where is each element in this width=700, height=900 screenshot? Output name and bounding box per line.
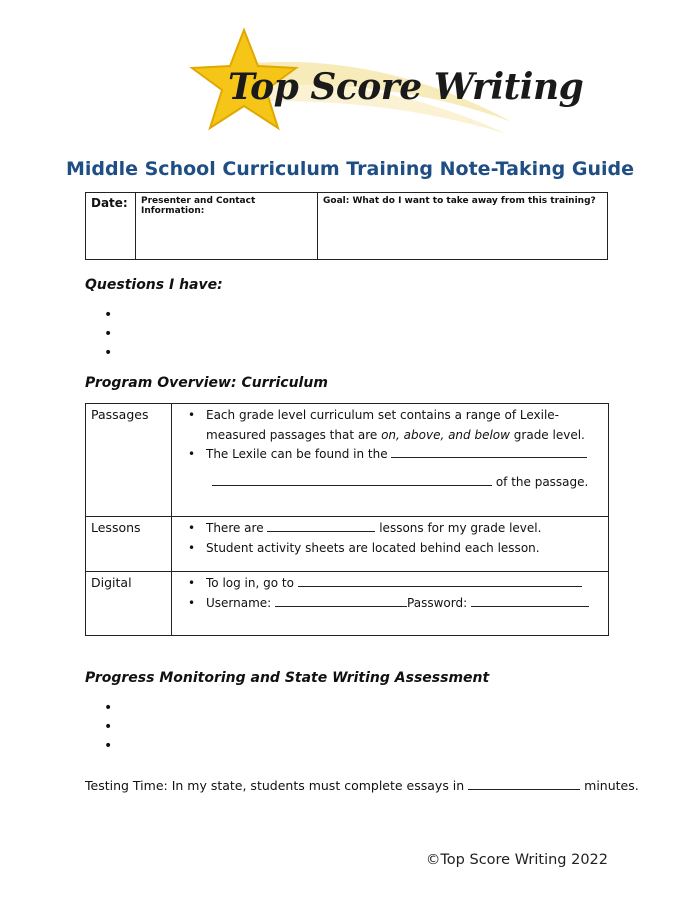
- lesson-count-blank[interactable]: [267, 519, 375, 532]
- goal-label: Goal: What do I want to take away from this training?: [323, 196, 596, 206]
- username-blank[interactable]: [275, 594, 407, 607]
- row-label-lessons: Lessons: [86, 517, 172, 571]
- top-score-writing-logo: [182, 26, 584, 146]
- row-label-passages: Passages: [86, 404, 172, 516]
- table-row-lessons: [86, 517, 608, 572]
- progress-bullet[interactable]: [104, 699, 112, 718]
- login-url-blank[interactable]: [298, 574, 582, 587]
- date-cell[interactable]: [86, 193, 136, 259]
- questions-heading: Questions I have:: [85, 277, 223, 293]
- row-body-lessons: [172, 517, 608, 571]
- question-bullet[interactable]: [104, 344, 112, 363]
- curriculum-table: [85, 403, 609, 636]
- question-bullet[interactable]: [104, 325, 112, 344]
- list-item: • Student activity sheets are located behind each lesson.: [188, 540, 540, 555]
- presenter-label: Presenter and Contact Information:: [141, 196, 256, 216]
- date-label: Date:: [91, 196, 128, 210]
- list-item-continuation: of the passage.: [172, 473, 608, 493]
- row-body-passages: [172, 404, 608, 516]
- goal-cell[interactable]: [318, 193, 607, 259]
- lexile-location-blank-2[interactable]: [212, 473, 492, 486]
- list-item: • There are lessons for my grade level.: [188, 521, 542, 535]
- copyright-text: ©Top Score Writing 2022: [425, 852, 608, 868]
- question-bullet[interactable]: [104, 306, 112, 325]
- logo-text: Top Score Writing: [228, 66, 584, 108]
- password-blank[interactable]: [471, 594, 589, 607]
- overview-heading: Program Overview: Curriculum: [85, 375, 328, 391]
- progress-heading: Progress Monitoring and State Writing Assessment: [85, 670, 490, 686]
- testing-time-line: Testing Time: In my state, students must complete essays in minutes.: [85, 778, 639, 793]
- table-row-digital: [86, 572, 608, 635]
- header-table: [85, 192, 608, 260]
- row-body-digital: [172, 572, 608, 635]
- progress-list: [104, 699, 112, 756]
- list-item: • Username: Password:: [172, 594, 608, 614]
- testing-minutes-blank[interactable]: [468, 777, 580, 790]
- row-label-digital: Digital: [86, 572, 172, 635]
- progress-bullet[interactable]: [104, 718, 112, 737]
- progress-bullet[interactable]: [104, 737, 112, 756]
- presenter-cell[interactable]: [136, 193, 318, 259]
- list-item: • The Lexile can be found in the: [172, 445, 608, 465]
- list-item: • Each grade level curriculum set contains a range of Lexile-: [188, 408, 560, 422]
- table-row-passages: [86, 404, 608, 517]
- list-item-continuation: measured passages that are on, above, and below grade level.: [206, 427, 585, 442]
- lexile-location-blank-1[interactable]: [391, 445, 587, 458]
- list-item: • To log in, go to: [172, 574, 608, 594]
- questions-list: [104, 306, 112, 363]
- page-title: Middle School Curriculum Training Note-Taking Guide: [65, 158, 635, 180]
